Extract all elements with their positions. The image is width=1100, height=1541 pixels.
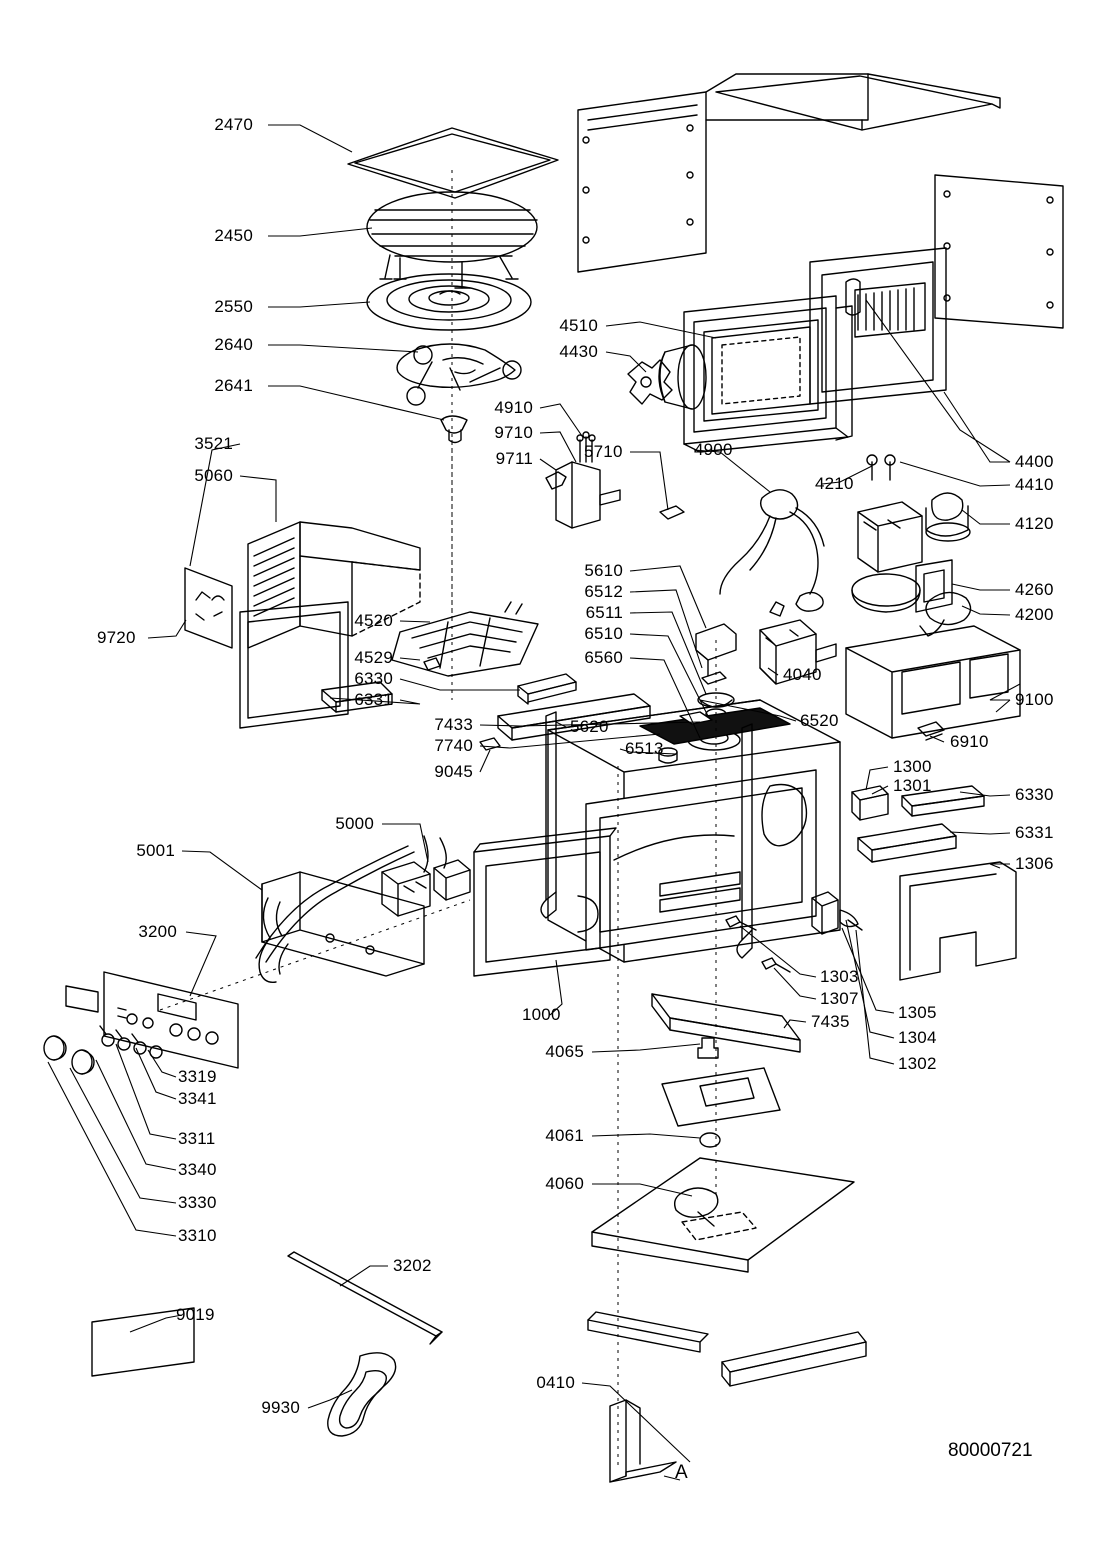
callout-7433: 7433 [434,715,473,734]
part-4510-door-assembly [684,296,852,452]
callout-4060: 4060 [545,1174,584,1193]
part-4210-fastener [867,455,895,480]
part-2641-coupler [441,416,467,443]
part-2640-roller-ring [397,344,521,405]
callout-1305: 1305 [898,1003,937,1022]
callout-5620: 5620 [570,717,609,736]
part-4120-fan-motor [926,493,970,541]
part-4400-cabinet-panels [578,74,1063,404]
part-4260-fan-housing [852,560,952,612]
part-3200-control-panel [66,972,238,1068]
part-4529-element-clip [424,658,440,670]
callout-5060: 5060 [194,466,233,485]
callout-3340: 3340 [178,1160,217,1179]
callout-1306: 1306 [1015,854,1054,873]
callout-4040: 4040 [783,665,822,684]
callout-3202: 3202 [393,1256,432,1275]
part-4520-grill-element [392,602,538,676]
callout-9045: 9045 [434,762,473,781]
callout-6331-right: 6331 [1015,823,1054,842]
callout-6520: 6520 [800,711,839,730]
callout-4260: 4260 [1015,580,1054,599]
part-9930-handle-tool [328,1353,396,1436]
section-mark-a: A [675,1462,688,1483]
part-4060-base-panel [592,1158,854,1272]
callout-2470: 2470 [214,115,253,134]
callout-4200: 4200 [1015,605,1054,624]
callout-6330-left: 6330 [354,669,393,688]
part-1300-hinge [852,786,888,820]
callout-9710: 9710 [494,423,533,442]
callout-4520: 4520 [354,611,393,630]
callout-4910: 4910 [494,398,533,417]
drawing-number: 80000721 [948,1440,1033,1461]
part-9100-side-frame [846,626,1020,738]
callout-4061: 4061 [545,1126,584,1145]
part-2470-glass-tray [348,128,558,198]
callout-3521: 3521 [194,434,233,453]
callout-6512: 6512 [584,582,623,601]
part-1306-side-trim [900,862,1016,980]
callout-1300: 1300 [893,757,932,776]
part-4065-stud [698,1038,718,1058]
part-4900-wiring-harness [720,490,824,611]
callout-6513: 6513 [625,739,664,758]
callout-2550: 2550 [214,297,253,316]
callout-3330: 3330 [178,1193,217,1212]
callout-6510: 6510 [584,624,623,643]
part-4065-plate [662,1068,780,1126]
callout-3311: 3311 [178,1129,216,1148]
callout-5001: 5001 [136,841,175,860]
callout-7435: 7435 [811,1012,850,1031]
part-5000-switch-group [256,836,470,962]
part-4410-transformer [858,502,922,572]
callout-5000: 5000 [335,814,374,833]
callout-4529: 4529 [354,648,393,667]
callout-9019: 9019 [176,1305,215,1324]
callout-9100: 9100 [1015,690,1054,709]
callout-4510: 4510 [559,316,598,335]
callout-5610: 5610 [584,561,623,580]
callout-5710: 5710 [584,442,623,461]
callout-1303: 1303 [820,967,859,986]
part-7435-bottom-rail [652,994,800,1052]
callout-2450: 2450 [214,226,253,245]
part-0410-bottom-rails [588,1312,866,1482]
part-4200-duct [920,592,971,636]
part-9720-pcb [185,568,232,648]
part-5710-lamp [660,506,684,519]
callout-3341: 3341 [178,1089,217,1108]
part-9045-clip [480,738,500,750]
callout-3319: 3319 [178,1067,217,1086]
callout-2640: 2640 [214,335,253,354]
callout-9711: 9711 [495,449,533,468]
callout-6910: 6910 [950,732,989,751]
callout-4410: 4410 [1015,475,1054,494]
callout-4400: 4400 [1015,452,1054,471]
callout-2641: 2641 [214,376,253,395]
callout-6511: 6511 [585,603,623,622]
callout-1000: 1000 [522,1005,561,1024]
callout-4065: 4065 [545,1042,584,1061]
part-4061-washer [700,1133,720,1147]
callout-1307: 1307 [820,989,859,1008]
part-1305-latch [812,892,862,934]
callout-3200: 3200 [138,922,177,941]
part-6331-rail-right2 [858,824,956,862]
part-2550-turntable-plate [367,274,531,330]
callout-3310: 3310 [178,1226,217,1245]
callout-7740: 7740 [434,736,473,755]
callout-6330-right: 6330 [1015,785,1054,804]
callout-9720: 9720 [97,628,136,647]
callout-1304: 1304 [898,1028,937,1047]
callout-0410: 0410 [536,1373,575,1392]
callout-1302: 1302 [898,1054,937,1073]
callout-9930: 9930 [261,1398,300,1417]
callout-1301: 1301 [893,776,932,795]
part-5060-vent-grille [248,522,300,648]
part-6330-rail-upper [518,674,576,704]
callout-4430: 4430 [559,342,598,361]
callout-6560: 6560 [584,648,623,667]
callout-4210: 4210 [815,474,854,493]
callout-4900: 4900 [694,440,733,459]
callout-4120: 4120 [1015,514,1054,533]
callout-6331-left: 6331 [354,690,393,709]
